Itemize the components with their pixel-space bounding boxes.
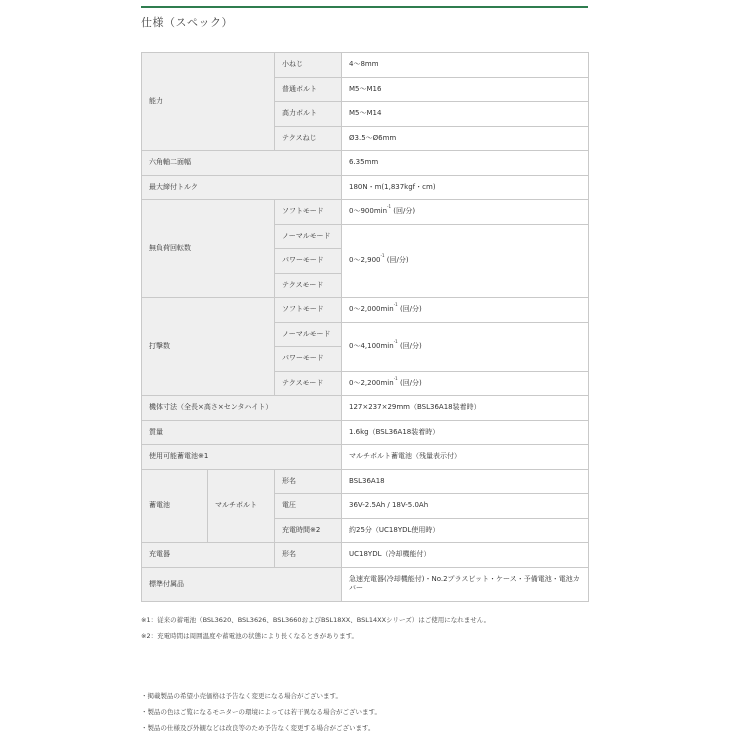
hex-shank-label: 六角軸二面幅	[142, 151, 342, 176]
normal-mode-label: ノーマルモード	[275, 224, 342, 249]
small-screw-label: 小ねじ	[275, 53, 342, 78]
torque-label: 最大締付トルク	[142, 175, 342, 200]
soft-mode-label: ソフトモード	[275, 200, 342, 225]
top-divider	[141, 6, 588, 8]
torque-value: 180N・m(1,837kgf・cm)	[342, 175, 589, 200]
tex-mode-label: テクスモード	[275, 273, 342, 298]
soft-impact-value: $0\sim 2,000\min^{-1}$ (回/分)	[342, 298, 589, 323]
small-screw-value: 4～8mm	[342, 53, 589, 78]
normal-bolt-value: M5～M16	[342, 77, 589, 102]
power-mode-label: パワーモード	[275, 249, 342, 274]
tex-screw-label: テクスねじ	[275, 126, 342, 151]
noload-speed-label: 無負荷回転数	[142, 200, 275, 298]
dimensions-value: 127×237×29mm（BSL36A18装着時）	[342, 396, 589, 421]
impact-normal-mode-label: ノーマルモード	[275, 322, 342, 347]
impact-power-mode-label: パワーモード	[275, 347, 342, 372]
soft-speed-value: $0\sim 900\min^{-1}$ (回/分)	[342, 200, 589, 225]
battery-model-value: BSL36A18	[342, 469, 589, 494]
voltage-label: 電圧	[275, 494, 342, 519]
disclaimer-color: ・製品の色はご覧になるモニターの環境によっては若干異なる場合がございます。	[141, 708, 381, 716]
normal-power-impact-value: $0\sim 4,100\min^{-1}$ (回/分)	[342, 322, 589, 371]
usable-battery-label: 使用可能蓄電池※1	[142, 445, 342, 470]
multivolt-label: マルチボルト	[208, 469, 275, 543]
impact-rate-label: 打撃数	[142, 298, 275, 396]
impact-soft-mode-label: ソフトモード	[275, 298, 342, 323]
normal-power-speed-value: $0\sim 2,900^{-1}$ (回/分)	[342, 224, 589, 298]
battery-model-label: 形名	[275, 469, 342, 494]
battery-label: 蓄電池	[142, 469, 208, 543]
spec-table	[141, 52, 589, 602]
charge-time-value: 約25分（UC18YDL使用時）	[342, 518, 589, 543]
accessories-value: 急速充電器(冷却機能付)・No.2プラスビット・ケース・予備電池・電池カバー	[342, 567, 589, 601]
mass-value: 1.6kg（BSL36A18装着時）	[342, 420, 589, 445]
charger-model-label: 形名	[275, 543, 342, 568]
usable-battery-value: マルチボルト蓄電池（残量表示付）	[342, 445, 589, 470]
disclaimer-spec: ・製品の仕様及び外観などは改良等のため予告なく変更する場合がございます。	[141, 724, 375, 732]
disclaimers	[141, 688, 381, 736]
dimensions-label: 機体寸法（全長×高さ×センタハイト）	[142, 396, 342, 421]
voltage-value: 36V-2.5Ah / 18V-5.0Ah	[342, 494, 589, 519]
charger-model-value: UC18YDL（冷却機能付）	[342, 543, 589, 568]
charge-time-label: 充電時間※2	[275, 518, 342, 543]
normal-bolt-label: 普通ボルト	[275, 77, 342, 102]
accessories-label: 標準付属品	[142, 567, 342, 601]
high-bolt-value: M5～M14	[342, 102, 589, 127]
footnotes	[141, 612, 490, 644]
capacity-label: 能力	[142, 53, 275, 151]
footnote-1: ※1：従来の蓄電池（BSL3620、BSL3626、BSL3660およびBSL18XX、BSL14XXシリーズ）はご使用になれません。	[141, 616, 491, 624]
tex-screw-value: Ø3.5～Ø6mm	[342, 126, 589, 151]
impact-tex-mode-label: テクスモード	[275, 371, 342, 396]
disclaimer-price: ・掲載製品の希望小売価格は予告なく変更になる場合がございます。	[141, 692, 342, 700]
mass-label: 質量	[142, 420, 342, 445]
high-bolt-label: 高力ボルト	[275, 102, 342, 127]
hex-shank-value: 6.35mm	[342, 151, 589, 176]
page-title: 仕様（スペック）	[141, 16, 233, 29]
footnote-2: ※2：充電時間は周囲温度や蓄電池の状態により長くなるときがあります。	[141, 632, 359, 640]
charger-label: 充電器	[142, 543, 275, 568]
tex-impact-value: $0\sim 2,200\min^{-1}$ (回/分)	[342, 371, 589, 396]
